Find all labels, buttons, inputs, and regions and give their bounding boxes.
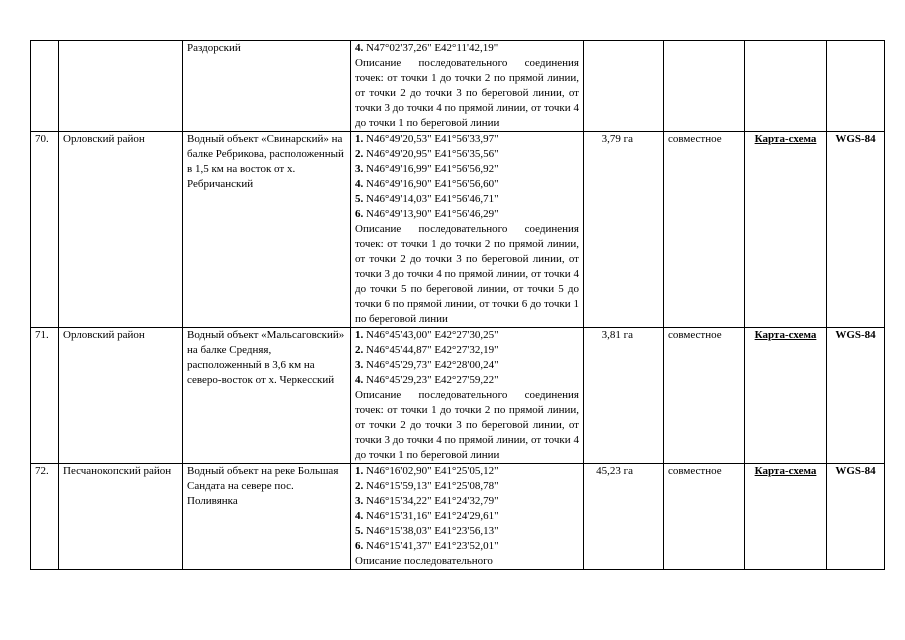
object-cell: Водный объект «Свинарский» на балке Ребрикова, расположенный в 1,5 км на восток от х. Ребричанский — [183, 132, 351, 328]
district-cell: Песчанокопский район — [59, 464, 183, 570]
table-row — [31, 41, 885, 132]
point-line: 2. N46°49'20,95" E41°56'35,56" — [355, 148, 499, 160]
point-line: 6. N46°15'41,37" E41°23'52,01" — [355, 540, 499, 552]
coordinates-cell — [351, 41, 584, 132]
map-cell — [745, 41, 827, 132]
map-scheme-link[interactable]: Карта-схема — [754, 465, 817, 477]
area-cell: 3,81 га — [584, 328, 664, 464]
point-line: 3. N46°49'16,99" E41°56'56,92" — [355, 163, 499, 175]
coordinates-cell — [351, 328, 584, 464]
row-number: 71. — [31, 328, 59, 464]
table-row — [31, 328, 885, 464]
point-line: 4. N47°02'37,26" E42°11'42,19" — [355, 42, 499, 54]
document-page — [30, 40, 885, 570]
connection-description: Описание последовательного соединения точек: от точки 1 до точки 2 по прямой линии, от точки 2 до точки 3 по береговой линии, от точки 3 до точки 4 по прямой линии, от точки 4 до точки 1 по береговой линии — [355, 57, 579, 129]
map-cell — [745, 464, 827, 570]
usage-cell: совместное — [664, 132, 745, 328]
point-line: 1. N46°49'20,53" E41°56'33,97" — [355, 133, 499, 145]
coordinates-cell — [351, 132, 584, 328]
object-cell: Раздорский — [183, 41, 351, 132]
map-scheme-link[interactable]: Карта-схема — [754, 329, 817, 341]
object-cell: Водный объект «Мальсаговский» на балке Средняя, расположенный в 3,6 км на северо-восток от х. Черкесский — [183, 328, 351, 464]
coord-system-cell: WGS-84 — [827, 464, 885, 570]
point-line: 1. N46°45'43,00" E42°27'30,25" — [355, 329, 499, 341]
water-objects-table — [30, 40, 885, 570]
coord-system-cell — [827, 41, 885, 132]
point-line: 4. N46°49'16,90" E41°56'56,60" — [355, 178, 499, 190]
point-line: 3. N46°15'34,22" E41°24'32,79" — [355, 495, 499, 507]
object-cell: Водный объект на реке Большая Сандата на севере пос. Поливянка — [183, 464, 351, 570]
map-scheme-link[interactable]: Карта-схема — [754, 133, 817, 145]
area-cell — [584, 41, 664, 132]
usage-cell — [664, 41, 745, 132]
district-cell — [59, 41, 183, 132]
connection-description: Описание последовательного соединения точек: от точки 1 до точки 2 по прямой линии, от точки 2 до точки 3 по береговой линии, от точки 3 до точки 4 по прямой линии, от точки 4 до точки 1 по береговой линии — [355, 389, 579, 461]
point-line: 4. N46°45'29,23" E42°27'59,22" — [355, 374, 499, 386]
coordinates-cell — [351, 464, 584, 570]
district-cell: Орловский район — [59, 328, 183, 464]
usage-cell: совместное — [664, 328, 745, 464]
table-body — [31, 41, 885, 570]
point-line: 4. N46°15'31,16" E41°24'29,61" — [355, 510, 499, 522]
point-line: 2. N46°45'44,87" E42°27'32,19" — [355, 344, 499, 356]
point-line: 3. N46°45'29,73" E42°28'00,24" — [355, 359, 499, 371]
coord-system-cell: WGS-84 — [827, 328, 885, 464]
point-line: 2. N46°15'59,13" E41°25'08,78" — [355, 480, 499, 492]
point-line: 5. N46°49'14,03" E41°56'46,71" — [355, 193, 499, 205]
connection-description: Описание последовательного — [355, 555, 493, 567]
table-row — [31, 132, 885, 328]
connection-description: Описание последовательного соединения точек: от точки 1 до точки 2 по прямой линии, от точки 2 до точки 3 по береговой линии, от точки 3 до точки 4 по прямой линии, от точки 4 до точки 5 по береговой линии, от точки 5 до точки 6 по прямой линии, от точки 6 до точки 1 по береговой линии — [355, 223, 579, 325]
map-cell — [745, 328, 827, 464]
coord-system-cell: WGS-84 — [827, 132, 885, 328]
row-number: 70. — [31, 132, 59, 328]
area-cell: 45,23 га — [584, 464, 664, 570]
point-line: 6. N46°49'13,90" E41°56'46,29" — [355, 208, 499, 220]
area-cell: 3,79 га — [584, 132, 664, 328]
point-line: 5. N46°15'38,03" E41°23'56,13" — [355, 525, 499, 537]
map-cell — [745, 132, 827, 328]
point-line: 1. N46°16'02,90" E41°25'05,12" — [355, 465, 499, 477]
row-number: 72. — [31, 464, 59, 570]
district-cell: Орловский район — [59, 132, 183, 328]
usage-cell: совместное — [664, 464, 745, 570]
table-row — [31, 464, 885, 570]
row-number — [31, 41, 59, 132]
